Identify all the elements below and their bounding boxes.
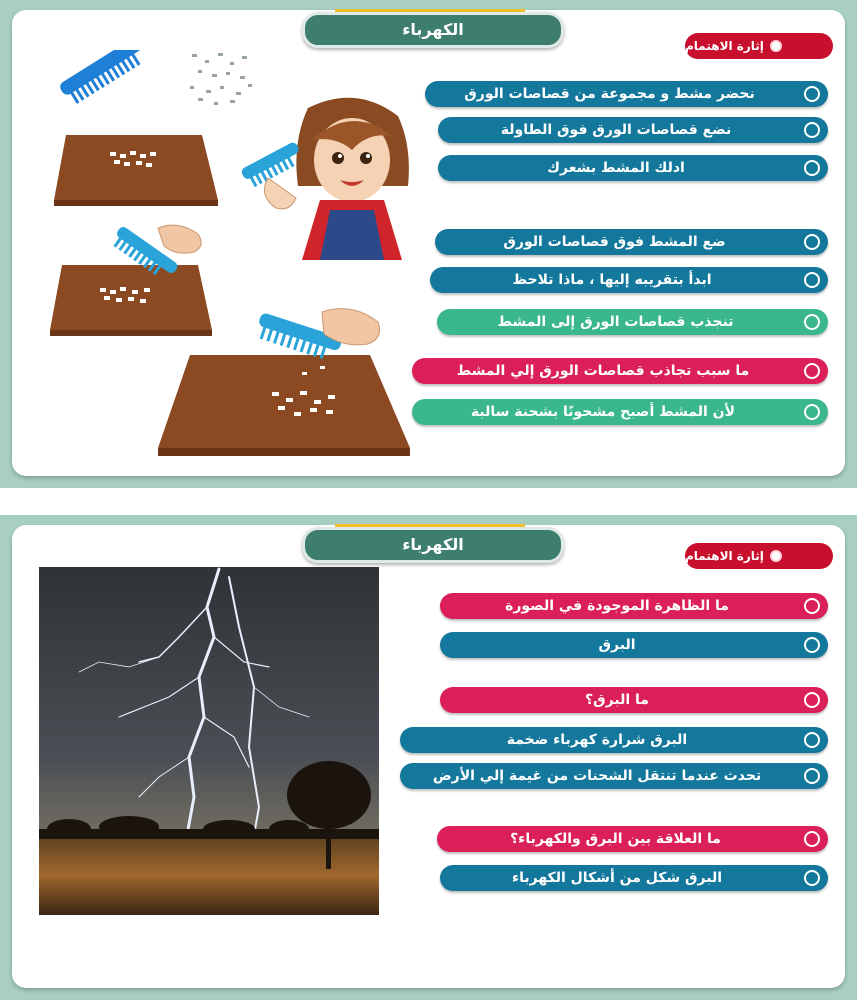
bullet-circle-icon (804, 870, 820, 886)
bullet-circle-icon (804, 86, 820, 102)
answer-text: البرق شكل من أشكال الكهرباء (511, 870, 723, 886)
step-item[interactable] (430, 267, 828, 293)
question-item[interactable] (440, 593, 828, 619)
bullet-circle-icon (804, 831, 820, 847)
step-item[interactable] (438, 117, 828, 143)
badge-label: إثارة الاهتمام (685, 39, 764, 53)
bullet-circle-icon (804, 598, 820, 614)
step-text: ضع المشط فوق قصاصات الورق (503, 234, 726, 250)
step-item[interactable] (425, 81, 828, 107)
question-item[interactable] (440, 687, 828, 713)
girl-illustration (240, 98, 409, 260)
question-text: ما سبب تجاذب قصاصات الورق إلي المشط (456, 363, 750, 379)
hand-icon (158, 225, 201, 253)
bullet-circle-icon (804, 637, 820, 653)
answer-text: لأن المشط أصبح مشحونًا بشحنة سالبة (470, 404, 736, 420)
bullet-circle-icon (804, 122, 820, 138)
question-text: ما البرق؟ (585, 692, 649, 708)
table-icon (50, 225, 212, 336)
bullet-circle-icon (804, 234, 820, 250)
answer-item[interactable] (440, 865, 828, 891)
question-text: ما الظاهرة الموجودة في الصورة (505, 598, 729, 614)
answer-text: البرق (598, 637, 636, 653)
hand-icon (264, 178, 296, 209)
bullet-circle-icon (804, 692, 820, 708)
attention-badge[interactable] (685, 33, 833, 59)
paper-scraps-icon (190, 53, 252, 105)
slide-1 (0, 0, 857, 488)
answer-text: البرق شرارة كهرباء ضخمة (506, 732, 688, 748)
badge-label: إثارة الاهتمام (685, 549, 764, 563)
step-text: نحضر مشط و مجموعة من قصاصات الورق (464, 86, 755, 102)
bullet-circle-icon (804, 732, 820, 748)
answer-text: تحدث عندما تنتقل الشحنات من غيمة إلي الأرض (432, 768, 762, 784)
step-text: ادلك المشط بشعرك (547, 160, 685, 176)
comb-paper-experiment-illustration (40, 50, 420, 470)
badge-bullet-icon (770, 550, 782, 562)
step-text: نضع قصاصات الورق فوق الطاولة (500, 122, 732, 138)
answer-item[interactable] (440, 632, 828, 658)
step-item[interactable] (435, 229, 828, 255)
step-text: ابدأ بتقريبه إليها ، ماذا تلاحظ (512, 272, 712, 288)
question-item[interactable] (437, 826, 828, 852)
step-item[interactable] (438, 155, 828, 181)
slide-2-title: الكهرباء (302, 527, 564, 563)
attention-badge[interactable] (685, 543, 833, 569)
answer-item[interactable] (400, 763, 828, 789)
bullet-circle-icon (804, 363, 820, 379)
bullet-circle-icon (804, 768, 820, 784)
question-text: ما العلاقة بين البرق والكهرباء؟ (510, 831, 721, 847)
badge-bullet-icon (770, 40, 782, 52)
answer-item[interactable] (412, 399, 828, 425)
comb-icon (58, 50, 150, 107)
question-item[interactable] (412, 358, 828, 384)
slide-1-title: الكهرباء (302, 12, 564, 48)
answer-item[interactable] (400, 727, 828, 753)
answer-item[interactable] (437, 309, 828, 335)
bullet-circle-icon (804, 314, 820, 330)
slide-2 (0, 515, 857, 1000)
bullet-circle-icon (804, 160, 820, 176)
answer-text: تنجذب قصاصات الورق إلى المشط (497, 314, 734, 330)
bullet-circle-icon (804, 272, 820, 288)
lightning-storm-photo (39, 567, 379, 915)
table-icon (54, 135, 218, 206)
bullet-circle-icon (804, 404, 820, 420)
